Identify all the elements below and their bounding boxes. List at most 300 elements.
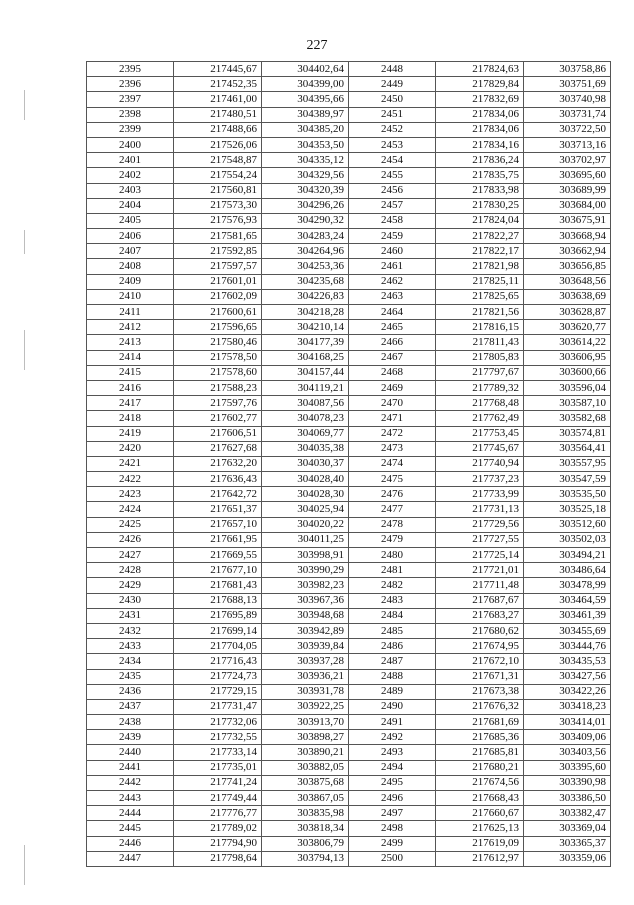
- point-number-cell: 2473: [349, 441, 436, 456]
- point-number-cell: 2452: [349, 122, 436, 137]
- point-number-cell: 2406: [87, 229, 174, 244]
- point-number-cell: 2396: [87, 77, 174, 92]
- table-row: [87, 836, 611, 851]
- y-coordinate-cell: 303574,81: [524, 426, 611, 441]
- y-coordinate-cell: 303386,50: [524, 791, 611, 806]
- y-coordinate-cell: 304035,38: [262, 441, 349, 456]
- x-coordinate-cell: 217727,55: [436, 532, 524, 547]
- x-coordinate-cell: 217811,43: [436, 335, 524, 350]
- point-number-cell: 2454: [349, 153, 436, 168]
- y-coordinate-cell: 304399,00: [262, 77, 349, 92]
- point-number-cell: 2463: [349, 289, 436, 304]
- point-number-cell: 2493: [349, 745, 436, 760]
- point-number-cell: 2434: [87, 654, 174, 669]
- y-coordinate-cell: 304335,12: [262, 153, 349, 168]
- x-coordinate-cell: 217687,67: [436, 593, 524, 608]
- x-coordinate-cell: 217573,30: [174, 198, 262, 213]
- x-coordinate-cell: 217834,06: [436, 107, 524, 122]
- y-coordinate-cell: 303444,76: [524, 639, 611, 654]
- y-coordinate-cell: 303494,21: [524, 548, 611, 563]
- point-number-cell: 2442: [87, 775, 174, 790]
- point-number-cell: 2417: [87, 396, 174, 411]
- table-row: [87, 259, 611, 274]
- scan-margin-mark: [24, 845, 25, 885]
- point-number-cell: 2428: [87, 563, 174, 578]
- y-coordinate-cell: 303818,34: [262, 821, 349, 836]
- x-coordinate-cell: 217578,60: [174, 365, 262, 380]
- y-coordinate-cell: 303512,60: [524, 517, 611, 532]
- y-coordinate-cell: 303427,56: [524, 669, 611, 684]
- x-coordinate-cell: 217627,68: [174, 441, 262, 456]
- point-number-cell: 2464: [349, 305, 436, 320]
- y-coordinate-cell: 303582,68: [524, 411, 611, 426]
- point-number-cell: 2437: [87, 699, 174, 714]
- y-coordinate-cell: 304030,37: [262, 456, 349, 471]
- point-number-cell: 2402: [87, 168, 174, 183]
- table-row: [87, 502, 611, 517]
- point-number-cell: 2446: [87, 836, 174, 851]
- y-coordinate-cell: 303535,50: [524, 487, 611, 502]
- x-coordinate-cell: 217711,48: [436, 578, 524, 593]
- x-coordinate-cell: 217671,31: [436, 669, 524, 684]
- point-number-cell: 2438: [87, 715, 174, 730]
- y-coordinate-cell: 303875,68: [262, 775, 349, 790]
- x-coordinate-cell: 217776,77: [174, 806, 262, 821]
- x-coordinate-cell: 217612,97: [436, 851, 524, 866]
- y-coordinate-cell: 303557,95: [524, 456, 611, 471]
- point-number-cell: 2460: [349, 244, 436, 259]
- y-coordinate-cell: 303922,25: [262, 699, 349, 714]
- y-coordinate-cell: 304226,83: [262, 289, 349, 304]
- point-number-cell: 2479: [349, 532, 436, 547]
- point-number-cell: 2477: [349, 502, 436, 517]
- y-coordinate-cell: 303461,39: [524, 608, 611, 623]
- x-coordinate-cell: 217825,11: [436, 274, 524, 289]
- point-number-cell: 2426: [87, 532, 174, 547]
- table-row: [87, 198, 611, 213]
- point-number-cell: 2470: [349, 396, 436, 411]
- y-coordinate-cell: 303414,01: [524, 715, 611, 730]
- point-number-cell: 2497: [349, 806, 436, 821]
- point-number-cell: 2486: [349, 639, 436, 654]
- y-coordinate-cell: 303695,60: [524, 168, 611, 183]
- x-coordinate-cell: 217824,04: [436, 213, 524, 228]
- y-coordinate-cell: 303758,86: [524, 62, 611, 77]
- x-coordinate-cell: 217580,46: [174, 335, 262, 350]
- y-coordinate-cell: 304168,25: [262, 350, 349, 365]
- point-number-cell: 2457: [349, 198, 436, 213]
- x-coordinate-cell: 217680,62: [436, 623, 524, 638]
- x-coordinate-cell: 217596,65: [174, 320, 262, 335]
- x-coordinate-cell: 217642,72: [174, 487, 262, 502]
- y-coordinate-cell: 303638,69: [524, 289, 611, 304]
- x-coordinate-cell: 217681,43: [174, 578, 262, 593]
- y-coordinate-cell: 304210,14: [262, 320, 349, 335]
- table-row: [87, 730, 611, 745]
- x-coordinate-cell: 217452,35: [174, 77, 262, 92]
- scan-margin-mark: [24, 90, 25, 120]
- y-coordinate-cell: 304296,26: [262, 198, 349, 213]
- y-coordinate-cell: 303668,94: [524, 229, 611, 244]
- point-number-cell: 2411: [87, 305, 174, 320]
- x-coordinate-cell: 217834,16: [436, 137, 524, 152]
- point-number-cell: 2445: [87, 821, 174, 836]
- y-coordinate-cell: 303403,56: [524, 745, 611, 760]
- y-coordinate-cell: 303898,27: [262, 730, 349, 745]
- table-row: [87, 411, 611, 426]
- y-coordinate-cell: 303731,74: [524, 107, 611, 122]
- point-number-cell: 2425: [87, 517, 174, 532]
- y-coordinate-cell: 304020,22: [262, 517, 349, 532]
- page-number: 227: [306, 38, 328, 53]
- y-coordinate-cell: 304253,36: [262, 259, 349, 274]
- x-coordinate-cell: 217740,94: [436, 456, 524, 471]
- x-coordinate-cell: 217600,61: [174, 305, 262, 320]
- table-row: [87, 608, 611, 623]
- y-coordinate-cell: 303547,59: [524, 472, 611, 487]
- x-coordinate-cell: 217737,23: [436, 472, 524, 487]
- y-coordinate-cell: 303600,66: [524, 365, 611, 380]
- x-coordinate-cell: 217581,65: [174, 229, 262, 244]
- y-coordinate-cell: 304011,25: [262, 532, 349, 547]
- point-number-cell: 2483: [349, 593, 436, 608]
- point-number-cell: 2404: [87, 198, 174, 213]
- y-coordinate-cell: 304290,32: [262, 213, 349, 228]
- point-number-cell: 2480: [349, 548, 436, 563]
- x-coordinate-cell: 217606,51: [174, 426, 262, 441]
- point-number-cell: 2419: [87, 426, 174, 441]
- point-number-cell: 2490: [349, 699, 436, 714]
- x-coordinate-cell: 217657,10: [174, 517, 262, 532]
- point-number-cell: 2427: [87, 548, 174, 563]
- y-coordinate-cell: 303606,95: [524, 350, 611, 365]
- x-coordinate-cell: 217830,25: [436, 198, 524, 213]
- table-row: [87, 548, 611, 563]
- table-row: [87, 745, 611, 760]
- x-coordinate-cell: 217704,05: [174, 639, 262, 654]
- y-coordinate-cell: 304353,50: [262, 137, 349, 152]
- y-coordinate-cell: 303365,37: [524, 836, 611, 851]
- coordinates-table-body: [87, 62, 611, 867]
- y-coordinate-cell: 304385,20: [262, 122, 349, 137]
- y-coordinate-cell: 303990,29: [262, 563, 349, 578]
- x-coordinate-cell: 217681,69: [436, 715, 524, 730]
- y-coordinate-cell: 303702,97: [524, 153, 611, 168]
- table-row: [87, 623, 611, 638]
- point-number-cell: 2450: [349, 92, 436, 107]
- point-number-cell: 2451: [349, 107, 436, 122]
- point-number-cell: 2466: [349, 335, 436, 350]
- point-number-cell: 2482: [349, 578, 436, 593]
- table-row: [87, 137, 611, 152]
- y-coordinate-cell: 304177,39: [262, 335, 349, 350]
- table-row: [87, 775, 611, 790]
- point-number-cell: 2500: [349, 851, 436, 866]
- table-row: [87, 274, 611, 289]
- point-number-cell: 2498: [349, 821, 436, 836]
- point-number-cell: 2478: [349, 517, 436, 532]
- point-number-cell: 2489: [349, 684, 436, 699]
- point-number-cell: 2408: [87, 259, 174, 274]
- point-number-cell: 2443: [87, 791, 174, 806]
- point-number-cell: 2412: [87, 320, 174, 335]
- point-number-cell: 2458: [349, 213, 436, 228]
- x-coordinate-cell: 217824,63: [436, 62, 524, 77]
- x-coordinate-cell: 217480,51: [174, 107, 262, 122]
- y-coordinate-cell: 303564,41: [524, 441, 611, 456]
- point-number-cell: 2424: [87, 502, 174, 517]
- x-coordinate-cell: 217732,55: [174, 730, 262, 745]
- x-coordinate-cell: 217731,13: [436, 502, 524, 517]
- y-coordinate-cell: 304329,56: [262, 168, 349, 183]
- y-coordinate-cell: 303882,05: [262, 760, 349, 775]
- y-coordinate-cell: 303967,36: [262, 593, 349, 608]
- x-coordinate-cell: 217636,43: [174, 472, 262, 487]
- x-coordinate-cell: 217548,87: [174, 153, 262, 168]
- table-row: [87, 350, 611, 365]
- point-number-cell: 2431: [87, 608, 174, 623]
- x-coordinate-cell: 217789,02: [174, 821, 262, 836]
- y-coordinate-cell: 303628,87: [524, 305, 611, 320]
- x-coordinate-cell: 217762,49: [436, 411, 524, 426]
- y-coordinate-cell: 303369,04: [524, 821, 611, 836]
- y-coordinate-cell: 303867,05: [262, 791, 349, 806]
- y-coordinate-cell: 303998,91: [262, 548, 349, 563]
- x-coordinate-cell: 217729,15: [174, 684, 262, 699]
- y-coordinate-cell: 303942,89: [262, 623, 349, 638]
- point-number-cell: 2471: [349, 411, 436, 426]
- table-row: [87, 684, 611, 699]
- x-coordinate-cell: 217597,76: [174, 396, 262, 411]
- x-coordinate-cell: 217674,95: [436, 639, 524, 654]
- table-row: [87, 715, 611, 730]
- table-row: [87, 441, 611, 456]
- point-number-cell: 2475: [349, 472, 436, 487]
- point-number-cell: 2403: [87, 183, 174, 198]
- point-number-cell: 2439: [87, 730, 174, 745]
- point-number-cell: 2429: [87, 578, 174, 593]
- point-number-cell: 2415: [87, 365, 174, 380]
- x-coordinate-cell: 217753,45: [436, 426, 524, 441]
- x-coordinate-cell: 217834,06: [436, 122, 524, 137]
- table-row: [87, 851, 611, 866]
- point-number-cell: 2469: [349, 380, 436, 395]
- x-coordinate-cell: 217699,14: [174, 623, 262, 638]
- table-row: [87, 760, 611, 775]
- x-coordinate-cell: 217602,09: [174, 289, 262, 304]
- x-coordinate-cell: 217683,27: [436, 608, 524, 623]
- x-coordinate-cell: 217672,10: [436, 654, 524, 669]
- x-coordinate-cell: 217560,81: [174, 183, 262, 198]
- point-number-cell: 2409: [87, 274, 174, 289]
- y-coordinate-cell: 304119,21: [262, 380, 349, 395]
- point-number-cell: 2418: [87, 411, 174, 426]
- point-number-cell: 2459: [349, 229, 436, 244]
- x-coordinate-cell: 217832,69: [436, 92, 524, 107]
- x-coordinate-cell: 217835,75: [436, 168, 524, 183]
- x-coordinate-cell: 217597,57: [174, 259, 262, 274]
- y-coordinate-cell: 304157,44: [262, 365, 349, 380]
- x-coordinate-cell: 217825,65: [436, 289, 524, 304]
- point-number-cell: 2467: [349, 350, 436, 365]
- y-coordinate-cell: 303662,94: [524, 244, 611, 259]
- x-coordinate-cell: 217461,00: [174, 92, 262, 107]
- point-number-cell: 2407: [87, 244, 174, 259]
- y-coordinate-cell: 303948,68: [262, 608, 349, 623]
- point-number-cell: 2444: [87, 806, 174, 821]
- point-number-cell: 2420: [87, 441, 174, 456]
- y-coordinate-cell: 304264,96: [262, 244, 349, 259]
- y-coordinate-cell: 304389,97: [262, 107, 349, 122]
- x-coordinate-cell: 217749,44: [174, 791, 262, 806]
- point-number-cell: 2413: [87, 335, 174, 350]
- x-coordinate-cell: 217676,32: [436, 699, 524, 714]
- point-number-cell: 2421: [87, 456, 174, 471]
- y-coordinate-cell: 304028,30: [262, 487, 349, 502]
- table-row: [87, 639, 611, 654]
- x-coordinate-cell: 217833,98: [436, 183, 524, 198]
- table-row: [87, 396, 611, 411]
- point-number-cell: 2476: [349, 487, 436, 502]
- y-coordinate-cell: 303937,28: [262, 654, 349, 669]
- y-coordinate-cell: 303455,69: [524, 623, 611, 638]
- y-coordinate-cell: 304283,24: [262, 229, 349, 244]
- x-coordinate-cell: 217602,77: [174, 411, 262, 426]
- table-row: [87, 122, 611, 137]
- x-coordinate-cell: 217816,15: [436, 320, 524, 335]
- table-row: [87, 320, 611, 335]
- point-number-cell: 2488: [349, 669, 436, 684]
- x-coordinate-cell: 217661,95: [174, 532, 262, 547]
- x-coordinate-cell: 217677,10: [174, 563, 262, 578]
- table-row: [87, 289, 611, 304]
- x-coordinate-cell: 217745,67: [436, 441, 524, 456]
- x-coordinate-cell: 217821,56: [436, 305, 524, 320]
- point-number-cell: 2395: [87, 62, 174, 77]
- y-coordinate-cell: 303684,00: [524, 198, 611, 213]
- point-number-cell: 2433: [87, 639, 174, 654]
- point-number-cell: 2465: [349, 320, 436, 335]
- y-coordinate-cell: 303806,79: [262, 836, 349, 851]
- point-number-cell: 2399: [87, 122, 174, 137]
- y-coordinate-cell: 303464,59: [524, 593, 611, 608]
- y-coordinate-cell: 303525,18: [524, 502, 611, 517]
- x-coordinate-cell: 217733,14: [174, 745, 262, 760]
- table-row: [87, 168, 611, 183]
- y-coordinate-cell: 303656,85: [524, 259, 611, 274]
- point-number-cell: 2455: [349, 168, 436, 183]
- y-coordinate-cell: 303890,21: [262, 745, 349, 760]
- y-coordinate-cell: 304320,39: [262, 183, 349, 198]
- y-coordinate-cell: 303936,21: [262, 669, 349, 684]
- table-row: [87, 669, 611, 684]
- point-number-cell: 2423: [87, 487, 174, 502]
- table-row: [87, 593, 611, 608]
- y-coordinate-cell: 303982,23: [262, 578, 349, 593]
- table-row: [87, 380, 611, 395]
- table-row: [87, 305, 611, 320]
- point-number-cell: 2496: [349, 791, 436, 806]
- x-coordinate-cell: 217731,47: [174, 699, 262, 714]
- table-row: [87, 244, 611, 259]
- x-coordinate-cell: 217660,67: [436, 806, 524, 821]
- y-coordinate-cell: 303620,77: [524, 320, 611, 335]
- table-row: [87, 456, 611, 471]
- point-number-cell: 2491: [349, 715, 436, 730]
- y-coordinate-cell: 303614,22: [524, 335, 611, 350]
- table-row: [87, 92, 611, 107]
- table-row: [87, 62, 611, 77]
- table-row: [87, 806, 611, 821]
- x-coordinate-cell: 217789,32: [436, 380, 524, 395]
- point-number-cell: 2435: [87, 669, 174, 684]
- x-coordinate-cell: 217673,38: [436, 684, 524, 699]
- point-number-cell: 2410: [87, 289, 174, 304]
- x-coordinate-cell: 217733,99: [436, 487, 524, 502]
- point-number-cell: 2499: [349, 836, 436, 851]
- point-number-cell: 2453: [349, 137, 436, 152]
- point-number-cell: 2422: [87, 472, 174, 487]
- point-number-cell: 2447: [87, 851, 174, 866]
- y-coordinate-cell: 303751,69: [524, 77, 611, 92]
- x-coordinate-cell: 217741,24: [174, 775, 262, 790]
- x-coordinate-cell: 217625,13: [436, 821, 524, 836]
- table-row: [87, 791, 611, 806]
- x-coordinate-cell: 217829,84: [436, 77, 524, 92]
- table-row: [87, 472, 611, 487]
- point-number-cell: 2494: [349, 760, 436, 775]
- table-row: [87, 517, 611, 532]
- x-coordinate-cell: 217685,36: [436, 730, 524, 745]
- x-coordinate-cell: 217668,43: [436, 791, 524, 806]
- point-number-cell: 2462: [349, 274, 436, 289]
- table-row: [87, 578, 611, 593]
- table-row: [87, 487, 611, 502]
- x-coordinate-cell: 217798,64: [174, 851, 262, 866]
- y-coordinate-cell: 303835,98: [262, 806, 349, 821]
- point-number-cell: 2492: [349, 730, 436, 745]
- table-row: [87, 213, 611, 228]
- x-coordinate-cell: 217680,21: [436, 760, 524, 775]
- scan-margin-mark: [24, 230, 25, 254]
- point-number-cell: 2432: [87, 623, 174, 638]
- y-coordinate-cell: 303913,70: [262, 715, 349, 730]
- table-row: [87, 183, 611, 198]
- table-row: [87, 107, 611, 122]
- table-row: [87, 426, 611, 441]
- x-coordinate-cell: 217669,55: [174, 548, 262, 563]
- x-coordinate-cell: 217592,85: [174, 244, 262, 259]
- table-row: [87, 699, 611, 714]
- x-coordinate-cell: 217822,27: [436, 229, 524, 244]
- y-coordinate-cell: 303486,64: [524, 563, 611, 578]
- point-number-cell: 2449: [349, 77, 436, 92]
- y-coordinate-cell: 303418,23: [524, 699, 611, 714]
- y-coordinate-cell: 303689,99: [524, 183, 611, 198]
- x-coordinate-cell: 217601,01: [174, 274, 262, 289]
- y-coordinate-cell: 304235,68: [262, 274, 349, 289]
- x-coordinate-cell: 217821,98: [436, 259, 524, 274]
- table-row: [87, 654, 611, 669]
- x-coordinate-cell: 217619,09: [436, 836, 524, 851]
- point-number-cell: 2430: [87, 593, 174, 608]
- y-coordinate-cell: 304087,56: [262, 396, 349, 411]
- point-number-cell: 2468: [349, 365, 436, 380]
- y-coordinate-cell: 303390,98: [524, 775, 611, 790]
- point-number-cell: 2474: [349, 456, 436, 471]
- x-coordinate-cell: 217554,24: [174, 168, 262, 183]
- x-coordinate-cell: 217768,48: [436, 396, 524, 411]
